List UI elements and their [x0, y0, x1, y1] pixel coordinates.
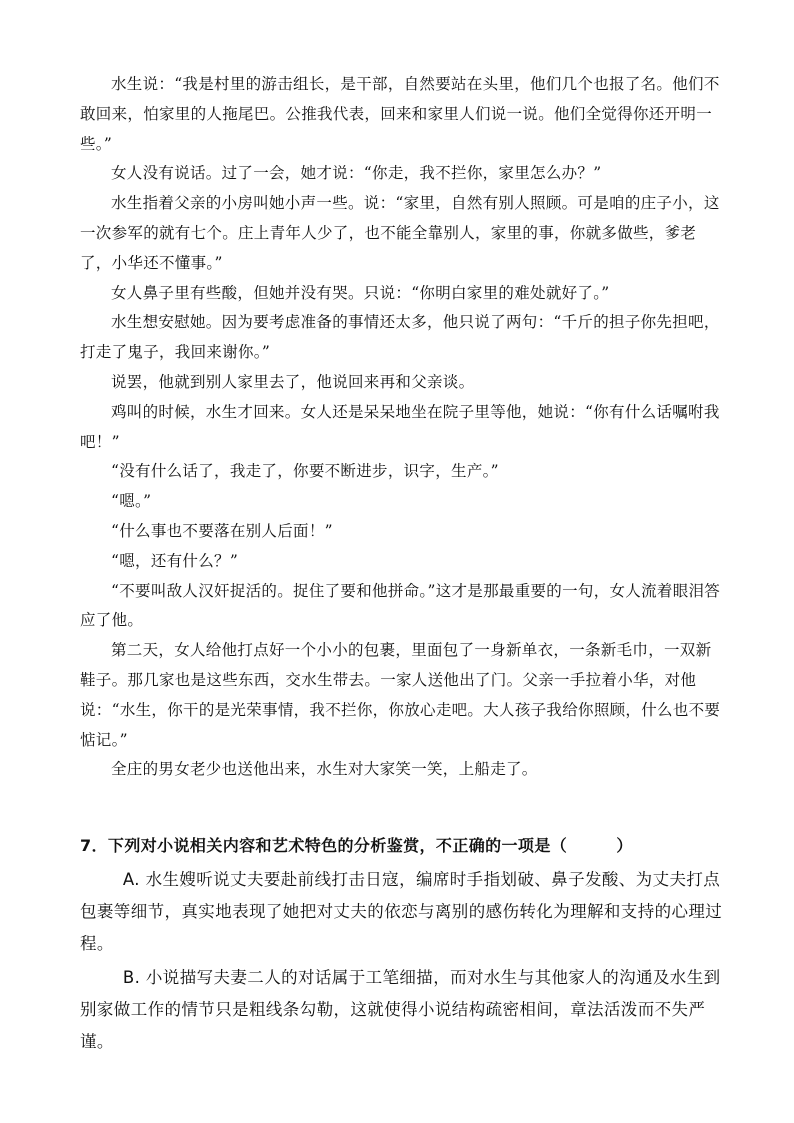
question-7: [80, 834, 730, 1058]
question-stem: 7．下列对小说相关内容和艺术特色的分析鉴赏，不正确的一项是（ ）: [80, 836, 633, 855]
story-paragraph: 女人没有说话。过了一会，她才说：“你走，我不拦你，家里怎么办？”: [111, 164, 602, 183]
story-excerpt: [80, 70, 725, 785]
option-a: A. 水生嫂听说丈夫要赴前线打击日寇，编席时手指划破、鼻子发酸、为丈夫打点包裹等细节，真实地表现了她把对丈夫的依恋与离别的感伤转化为理解和支持的心理过程。: [80, 870, 723, 953]
story-paragraph: “嗯。”: [111, 492, 152, 511]
story-paragraph: “嗯，还有什么？”: [111, 551, 239, 570]
story-paragraph: “没有什么话了，我走了，你要不断进步，识字，生产。”: [111, 462, 499, 481]
story-paragraph: 说罢，他就到别人家里去了，他说回来再和父亲谈。: [111, 372, 475, 391]
story-paragraph: 水生想安慰她。因为要考虑准备的事情还太多，他只说了两句：“千斤的担子你先担吧，打走了鬼子，我回来谢你。”: [80, 313, 720, 362]
story-paragraph: “不要叫敌人汉奸捉活的。捉住了要和他拼命。”这才是那最重要的一句，女人流着眼泪答应了他。: [80, 581, 721, 630]
option-b: B. 小说描写夫妻二人的对话属于工笔细描，而对水生与其他家人的沟通及水生到别家做工作的情节只是粗线条勾勒，这就使得小说结构疏密相间，章法活泼而不失严谨。: [80, 968, 721, 1051]
story-paragraph: “什么事也不要落在别人后面！”: [111, 521, 333, 540]
story-paragraph: 第二天，女人给他打点好一个小小的包裹，里面包了一身新单衣，一条新毛巾，一双新鞋子。那几家也是这些东西，交水生带去。一家人送他出了门。父亲一手拉着小华，对他说：“水生，你干的是光荣事情，我不拦你，你放心走吧。大人孩子我给你照顾，什么也不要惦记。”: [80, 641, 721, 749]
story-paragraph: 水生指着父亲的小房叫她小声一些。说：“家里，自然有别人照顾。可是咱的庄子小，这一次参军的就有七个。庄上青年人少了，也不能全靠别人，家里的事，你就多做些，爹老了，小华还不懂事。”: [80, 194, 720, 272]
story-paragraph: 水生说：“我是村里的游击组长，是干部，自然要站在头里，他们几个也报了名。他们不敢回来，怕家里的人拖尾巴。公推我代表，回来和家里人们说一说。他们全觉得你还开明一些。”: [80, 75, 720, 153]
story-paragraph: 鸡叫的时候，水生才回来。女人还是呆呆地坐在院子里等他，她说：“你有什么话嘱咐我吧！”: [80, 402, 720, 451]
story-paragraph: 女人鼻子里有些酸，但她并没有哭。只说：“你明白家里的难处就好了。”: [111, 283, 610, 302]
story-paragraph: 全庄的男女老少也送他出来，水生对大家笑一笑，上船走了。: [111, 760, 538, 779]
